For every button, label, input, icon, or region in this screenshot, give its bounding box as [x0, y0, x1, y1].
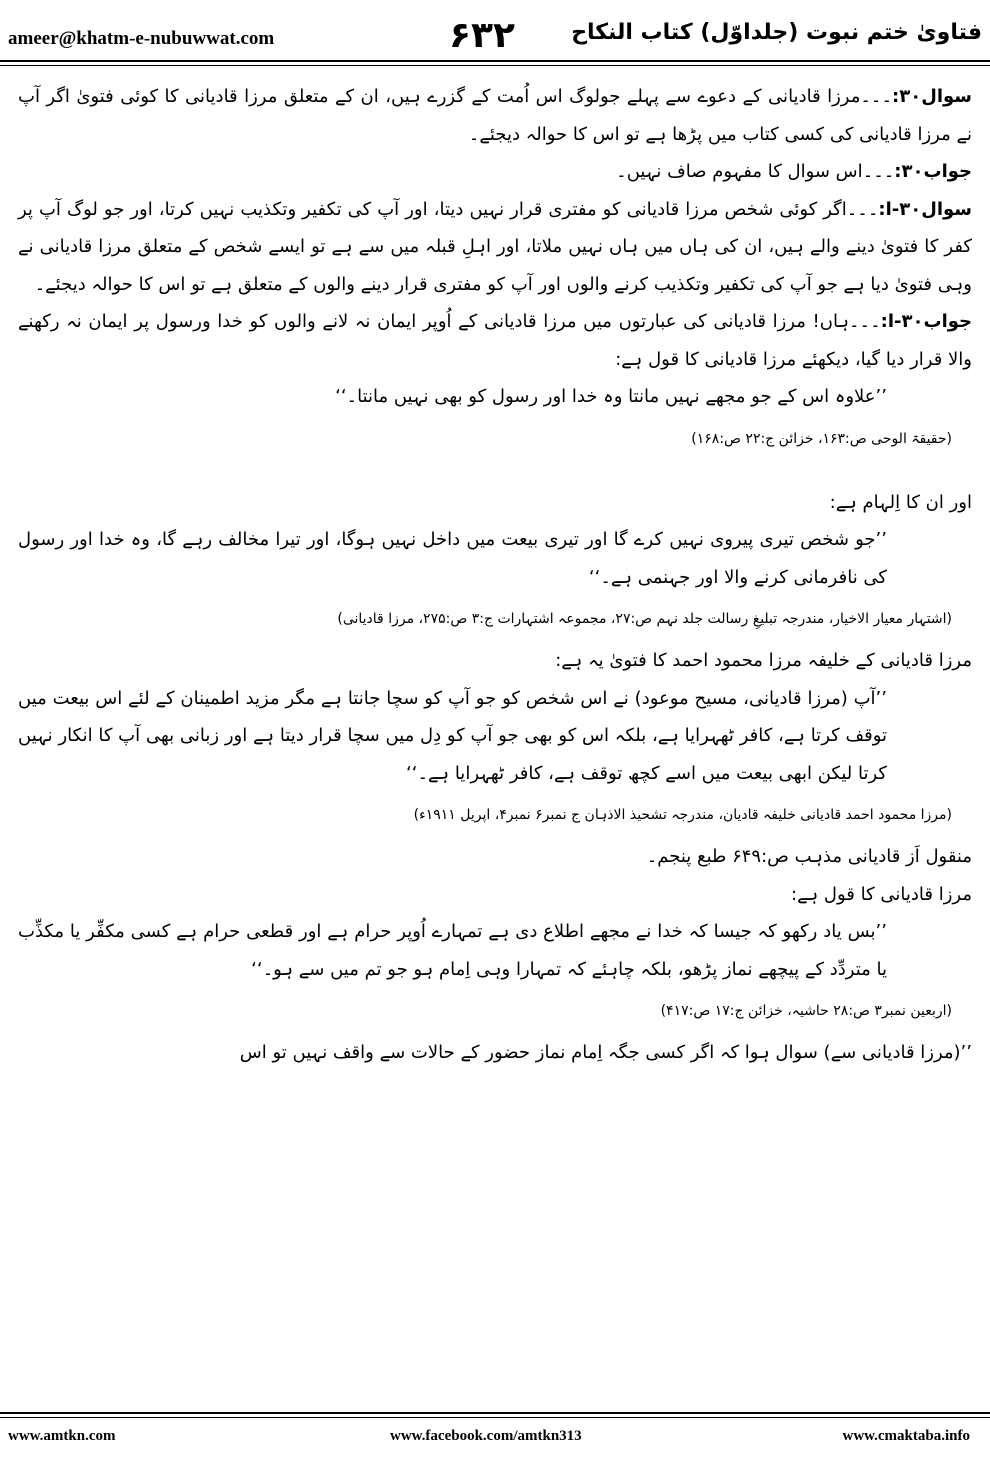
footer-rule [0, 1412, 990, 1414]
footer-link-facebook: www.facebook.com/amtkn313 [390, 1428, 582, 1444]
question-30-1 [18, 191, 972, 304]
footer-link-amtkn: www.amtkn.com [8, 1428, 116, 1444]
page-footer [0, 1426, 990, 1456]
question-label: سوال۳۰-ا: [878, 198, 972, 220]
reference-4: (اربعین نمبر۳ ص:۲۸ حاشیہ، خزائن ج:۱۷ ص:۴۱۷) [660, 1003, 952, 1019]
question-label: سوال۳۰: [892, 86, 972, 107]
quote-5-start: ’’(مرزا قادیانی سے) سوال ہوا کہ اگر کسی جگہ اِمام نماز حضور کے حالات سے واقف نہیں تو اس [239, 1042, 972, 1063]
intro-ilham: اور ان کا اِلہام ہے: [829, 491, 972, 513]
header-rule [0, 60, 990, 62]
answer-30 [18, 153, 972, 191]
page-number: ۶۳۲ [449, 15, 515, 56]
intro-khalifa: مرزا قادیانی کے خلیفہ مرزا محمود احمد کا فتویٰ یہ ہے: [555, 650, 972, 671]
quote-3: ’’آپ (مرزا قادیانی، مسیح موعود) نے اس شخص کو جو آپ کو سچا جانتا ہے مگر مزید اطمینان کے لئے اس بیعت میں توقف کرتا ہے، کافر ٹھہرایا ہے، بلکہ اس کو بھی جو آپ کو دِل میں سچا قرار دیتا ہے اور زبانی بھی آپ کا انکار نہیں کرتا لیکن ابھی بیعت میں اسے کچھ توقف ہے، کافر ٹھہرایا ہے۔‘‘ [18, 687, 887, 784]
answer-text: ۔۔۔ہاں! مرزا قادیانی کی عبارتوں میں مرزا قادیانی کے اُوپر ایمان نہ لانے والوں کو خدا ورسول پر ایمان نہ رکھنے والا قرار دیا گیا، دیکھئے مرزا قادیانی کا قول ہے: [18, 311, 972, 370]
header-rule-thin [0, 65, 990, 66]
reference-2: (اشتہار معیار الاخیار، مندرجہ تبلیغِ رسالت جلد نہم ص:۲۷، مجموعہ اشتہارات ج:۳ ص:۲۷۵، مرزا قادیانی) [337, 611, 952, 627]
answer-text: ۔۔۔اس سوال کا مفہوم صاف نہیں۔ [616, 161, 895, 182]
quote-2: ’’جو شخص تیری پیروی نہیں کرے گا اور تیری بیعت میں داخل نہیں ہوگا، اور تیرا مخالف رہے گا، وہ خدا اور رسول کی نافرمانی کرنے والا اور جہنمی ہے۔‘‘ [18, 529, 887, 588]
question-text: ۔۔۔اگر کوئی شخص مرزا قادیانی کو مفتری قرار نہیں دیتا، اور آپ کی تکفیر وتکذیب نہیں کرتا، اور جو لوگ آپ پر کفر کا فتویٰ دینے والے ہیں، ان کی ہاں میں ہاں نہیں ملاتا، اور اہلِ قبلہ میں سے ہے تو ایسے شخص کے متعلق مرزا قادیانی نے وہی فتویٰ دیا ہے جو آپ کی تکفیر وتکذیب کرنے والوں اور آپ کو مفتری قرار دینے والوں کے متعلق ہے تو اس کا حوالہ دیجئے۔ [18, 198, 972, 295]
answer-label: جواب۳۰-ا: [880, 311, 972, 332]
answer-30-1 [18, 303, 972, 378]
footer-rule-thin [0, 1417, 990, 1418]
intro-qaul: مرزا قادیانی کا قول ہے: [791, 883, 972, 905]
question-30 [18, 78, 972, 153]
reference-3: (مرزا محمود احمد قادیانی خلیفہ قادیان، مندرجہ تشحیذ الاذہان ج نمبر۶ نمبر۴، اپریل ۱۹۱۱ء) [413, 807, 952, 823]
header-email: ameer@khatm-e-nubuwwat.com [8, 28, 275, 49]
source-note: منقول اَز قادیانی مذہب ص:۶۴۹ طبع پنجم۔ [646, 846, 972, 867]
footer-link-cmaktaba: www.cmaktaba.info [842, 1428, 970, 1444]
question-text: ۔۔۔مرزا قادیانی کے دعوے سے پہلے جولوگ اس اُمت کے گزرے ہیں، ان کے متعلق مرزا قادیانی کا کوئی فتویٰ اگر آپ نے مرزا قادیانی کی کسی کتاب میں پڑھا ہے تو اس کا حوالہ دیجئے۔ [18, 86, 972, 145]
quote-4: ’’بس یاد رکھو کہ جیسا کہ خدا نے مجھے اطلاع دی ہے تمہارے اُوپر حرام ہے اور قطعی حرام ہے کسی مکفِّر یا مکذِّب یا متردِّد کے پیچھے نماز پڑھو، بلکہ چاہئے کہ تمہارا وہی اِمام ہو جو تم میں سے ہو۔‘‘ [18, 921, 887, 980]
page-header [0, 0, 990, 62]
answer-label: جواب۳۰: [894, 161, 972, 182]
page-body [18, 78, 972, 1072]
book-title: فتاویٰ ختم نبوت (جلداوّل) کتاب النکاح [571, 20, 982, 45]
reference-1: (حقیقۃ الوحی ص:۱۶۳، خزائن ج:۲۲ ص:۱۶۸) [691, 430, 952, 447]
quote-1: ’’علاوہ اس کے جو مجھے نہیں مانتا وہ خدا اور رسول کو بھی نہیں مانتا۔‘‘ [335, 386, 887, 407]
